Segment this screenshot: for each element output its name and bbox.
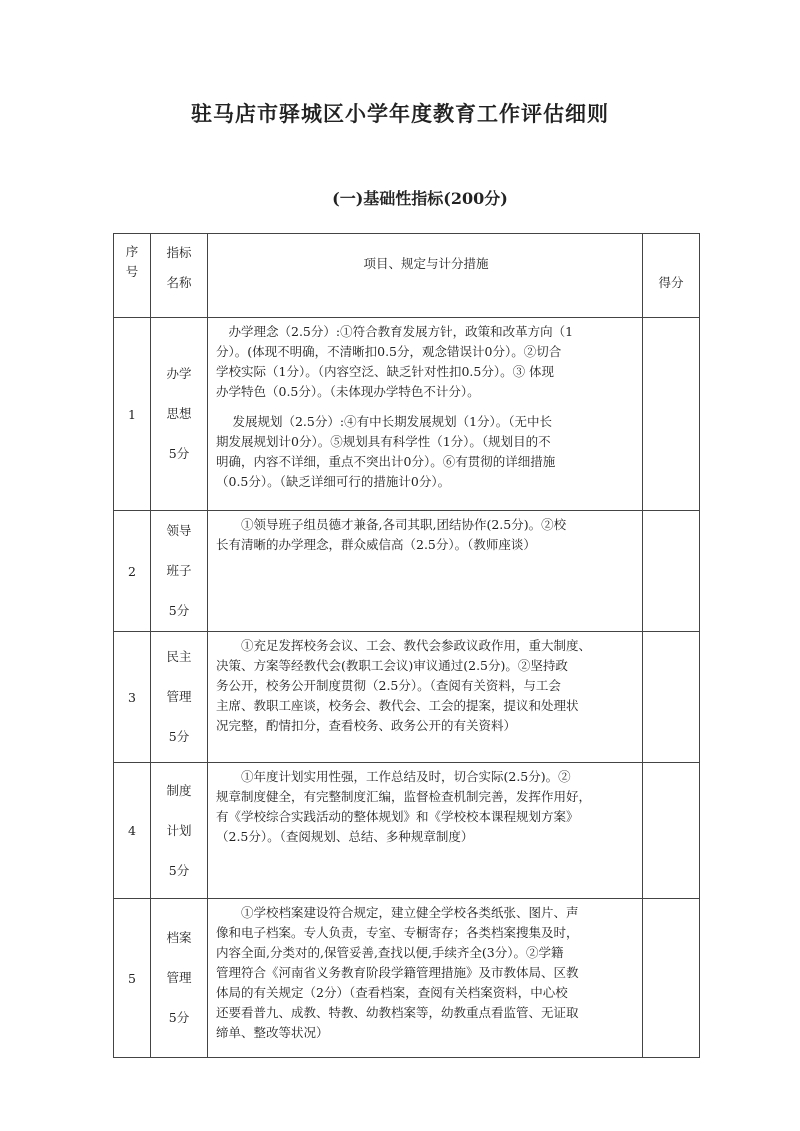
header-no — [114, 234, 151, 318]
criteria-paragraph — [216, 636, 636, 736]
header-score: 得分 — [643, 234, 700, 318]
indicator-name-line: 计划 — [166, 822, 192, 838]
criteria-line: 分）。(体现不明确，不清晰扣0.5分，观念错误计0分）。②切合 — [216, 344, 562, 359]
section-subtitle: (一)基础性指标(200分) — [332, 189, 508, 208]
criteria-line: 管理符合《河南省义务教育阶段学籍管理措施》及市教体局、区教 — [216, 965, 579, 980]
score-cell[interactable] — [643, 318, 700, 511]
header-name — [151, 234, 208, 318]
criteria-cell — [208, 899, 643, 1058]
criteria-line: 像和电子档案。专人负责，专室、专橱寄存；各类档案搜集及时， — [216, 925, 579, 940]
table-row — [114, 632, 700, 763]
criteria-paragraph — [216, 515, 636, 555]
criteria-line: 期发展规划计0分）。⑤规划具有科学性（1分）。（规划目的不 — [216, 434, 551, 449]
indicator-name-line: 5分 — [168, 603, 190, 618]
criteria-paragraph — [216, 767, 636, 847]
indicator-name-line: 5分 — [168, 729, 190, 744]
evaluation-table — [113, 233, 700, 1058]
criteria-cell — [208, 632, 643, 763]
score-cell[interactable] — [643, 511, 700, 632]
row-number: 5 — [114, 899, 151, 1058]
criteria-line: 长有清晰的办学理念，群众威信高（2.5分）。（教师座谈） — [216, 537, 536, 552]
header-name-line: 名称 — [166, 275, 192, 290]
header-name-line: 指标 — [166, 245, 192, 260]
indicator-name-line: 5分 — [168, 1010, 190, 1025]
table-row — [114, 318, 700, 511]
indicator-name-line: 制度 — [166, 782, 192, 798]
criteria-line: ①学校档案建设符合规定，建立健全学校各类纸张、图片、声 — [216, 905, 579, 920]
criteria-line: 缔单、整改等状况） — [216, 1025, 329, 1040]
indicator-name — [151, 763, 208, 899]
table-row — [114, 899, 700, 1058]
score-cell[interactable] — [643, 763, 700, 899]
criteria-line: 体局的有关规定（2分）（查看档案，查阅有关档案资料，中心校 — [216, 985, 568, 1000]
row-number: 3 — [114, 632, 151, 763]
criteria-paragraph — [216, 903, 636, 1043]
row-number: 4 — [114, 763, 151, 899]
criteria-line: 有《学校综合实践活动的整体规划》和《学校校本课程规划方案》 — [216, 809, 579, 824]
criteria-cell — [208, 763, 643, 899]
criteria-line: ①年度计划实用性强，工作总结及时，切合实际(2.5分)。② — [216, 769, 571, 784]
row-number: 2 — [114, 511, 151, 632]
criteria-line: 学校实际（1分）。（内容空泛、缺乏针对性扣0.5分）。③ 体现 — [216, 364, 555, 379]
criteria-line: 主席、教职工座谈，校务会、教代会、工会的提案，提议和处理状 — [216, 698, 579, 713]
criteria-line: 决策、方案等经教代会(教职工会议)审议通过(2.5分)。②坚持政 — [216, 658, 568, 673]
table-header-row — [114, 234, 700, 318]
document-title: 驻马店市驿城区小学年度教育工作评估细则 — [191, 101, 609, 126]
table-row — [114, 763, 700, 899]
indicator-name — [151, 632, 208, 763]
criteria-paragraph — [216, 322, 636, 402]
row-number: 1 — [114, 318, 151, 511]
header-no-line: 号 — [125, 264, 139, 279]
criteria-line: 明确，内容不详细，重点不突出计0分）。⑥有贯彻的详细措施 — [216, 454, 556, 469]
indicator-name-line: 思想 — [166, 406, 192, 421]
indicator-name-line: 5分 — [168, 446, 190, 461]
criteria-line: 内容全面,分类对的,保管妥善,查找以便,手续齐全(3分）。②学籍 — [216, 945, 564, 960]
criteria-line: 还要看普九、成教、特教、幼教档案等，幼教重点看监管、无证取 — [216, 1005, 579, 1020]
criteria-line: 况完整，酌情扣分，查看校务、政务公开的有关资料） — [216, 718, 517, 733]
criteria-line: （0.5分）。（缺乏详细可行的措施计0分）。 — [216, 474, 451, 489]
header-content: 项目、规定与计分措施 — [208, 234, 643, 318]
criteria-line: 办学特色（0.5分）。（未体现办学特色不计分）。 — [216, 384, 480, 399]
criteria-line: ①充足发挥校务会议、工会、教代会参政议政作用，重大制度、 — [216, 638, 592, 653]
criteria-line: 务公开，校务公开制度贯彻（2.5分）。（查阅有关资料，与工会 — [216, 678, 561, 693]
criteria-line: 办学理念（2.5分）:①符合教育发展方针，政策和改革方向（1 — [216, 324, 574, 339]
criteria-line: （2.5分）。（查阅规划、总结、多种规章制度） — [216, 829, 474, 844]
indicator-name — [151, 318, 208, 511]
score-cell[interactable] — [643, 899, 700, 1058]
criteria-line: 规章制度健全，有完整制度汇编，监督检查机制完善，发挥作用好， — [216, 789, 592, 804]
indicator-name-line: 民主 — [166, 649, 192, 664]
criteria-line: 发展规划（2.5分）:④有中长期发展规划（1分）。（无中长 — [216, 414, 553, 429]
criteria-line: ①领导班子组员德才兼备,各司其职,团结协作(2.5分)。②校 — [216, 517, 567, 532]
criteria-paragraph — [216, 412, 636, 492]
indicator-name-line: 5分 — [168, 862, 190, 878]
indicator-name — [151, 511, 208, 632]
criteria-cell — [208, 318, 643, 511]
indicator-name-line: 领导 — [166, 523, 192, 538]
indicator-name-line: 班子 — [166, 563, 192, 578]
score-cell[interactable] — [643, 632, 700, 763]
criteria-cell — [208, 511, 643, 632]
indicator-name — [151, 899, 208, 1058]
indicator-name-line: 管理 — [166, 689, 192, 704]
indicator-name-line: 管理 — [166, 970, 192, 985]
indicator-name-line: 办学 — [166, 366, 192, 381]
header-no-line: 序 — [125, 244, 139, 259]
table-row — [114, 511, 700, 632]
indicator-name-line: 档案 — [166, 930, 192, 945]
